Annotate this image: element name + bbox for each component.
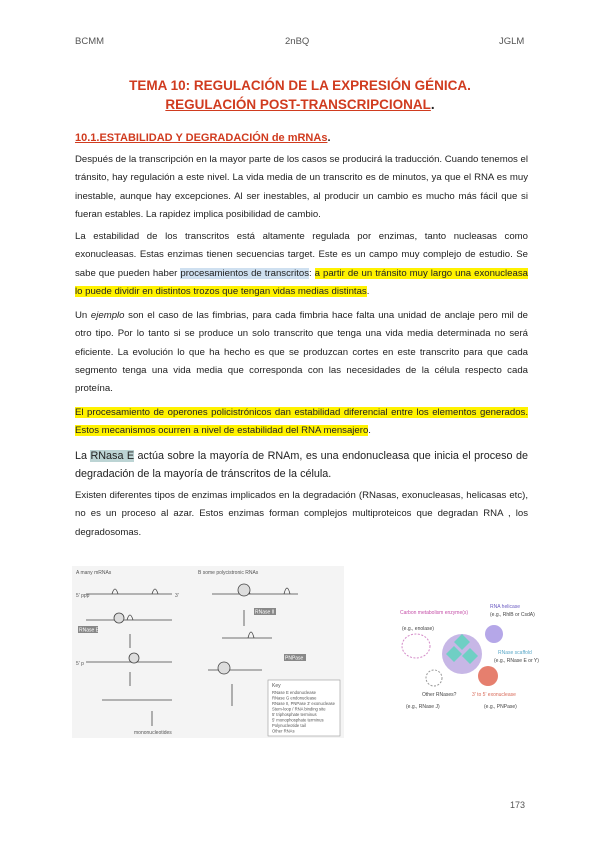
- five-p-label: 5' p: [76, 661, 84, 667]
- enzyme-label: Carbon metabolism enzyme(s): [400, 610, 469, 616]
- p3-emphasis: ejemplo: [90, 310, 125, 321]
- section-heading-text: 10.1.ESTABILIDAD Y DEGRADACIÓN de mRNAs: [75, 132, 328, 144]
- exonuclease-label: 3' to 5' exonuclease: [472, 692, 516, 698]
- enolase-outline: [402, 634, 430, 658]
- paragraph-2: [75, 228, 528, 301]
- header-right: JGLM: [499, 36, 525, 47]
- page-number: 173: [510, 800, 526, 810]
- p2-highlight-blue: procesamientos de transcritos: [180, 267, 309, 279]
- p5-highlight: RNasa E: [90, 450, 135, 462]
- subtitle-end: .: [430, 97, 435, 112]
- key-item: Polynucleotide tail: [272, 723, 306, 728]
- p4-highlight: El procesamiento de operones policistrónicos dan estabilidad diferencial entre los elementos generados. Estos mecanismos ocurren a nivel de estabilidad del RNA mensajero: [75, 407, 528, 437]
- scaffold-label: RNase scaffold: [498, 650, 532, 656]
- enzyme-example: (e.g., enolase): [402, 626, 434, 632]
- p4-end: .: [368, 425, 371, 437]
- other-rnases-example: (e.g., RNase J): [406, 704, 440, 710]
- p3-c: son el caso de las fimbrias, para cada fimbria hace falta una unidad de anclaje pero mil de otro tipo. Por lo tanto si se produce un solo transcrito que tenga una vida media determinada no será eficiente. La evolución lo que ha hecho es que se produzcan cortes en este transcrito para que cada segmento tenga una vida media que corresponda con las necesidades de la célula respecto cada proteína.: [75, 310, 529, 395]
- p5-a: La: [75, 450, 91, 462]
- paragraph-5: [75, 447, 528, 484]
- degradosome-figure: [398, 596, 539, 716]
- page-subtitle: [0, 97, 600, 112]
- key-item: 5' triphosphate terminus: [272, 712, 317, 717]
- paragraph-6: Existen diferentes tipos de enzimas implicados en la degradación (RNasas, exonucleasas, helicasas etc), no es un proceso al azar. Estos enzimas forman complejos multiproteicos que degradan RNA , los degradosomas.: [75, 490, 528, 538]
- p5-c: actúa sobre la mayoría de RNAm, es una endonucleasa que inicia el proceso de degradación de la mayoría de tránscritos de la célula.: [75, 450, 528, 481]
- panel-b-label: B some polycistronic RNAs: [198, 570, 259, 576]
- other-rnases-outline: [426, 670, 442, 686]
- rnase-e-label-a: RNase E: [79, 627, 100, 634]
- key-item: Stem-loop / RNA binding site: [272, 706, 326, 712]
- section-heading-end: .: [327, 132, 331, 144]
- key-title: Key: [272, 683, 281, 689]
- key-item: RNase II, PNPase 3' exonuclease: [272, 701, 335, 706]
- section-heading: [75, 132, 331, 144]
- other-rnases-label: Other RNases?: [422, 692, 457, 698]
- scaffold-example: (e.g., RNase E or Y): [494, 658, 539, 664]
- helicase-label: RNA helicase: [490, 604, 521, 610]
- page-title: TEMA 10: REGULACIÓN DE LA EXPRESIÓN GÉNICA.: [129, 78, 471, 93]
- pnpase-label: PNPase: [285, 655, 304, 662]
- three-prime-label: 3': [175, 593, 179, 599]
- p2-e: .: [366, 285, 370, 297]
- mononucleotides-label: mononucleotides: [134, 730, 172, 736]
- rna-degradation-figure: [72, 566, 344, 738]
- pnpase-shape: [478, 666, 498, 686]
- rna-helicase-shape: [485, 625, 503, 643]
- p2-a: La estabilidad de los transcritos está altamente regulada por enzimas, tanto nucleasas como exonucleasas. Estas enzimas tienen secuencias target. Este es un campo muy complejo de estudio. Se sabe que pueden haber: [75, 231, 528, 279]
- key-item: 5' monophosphate terminus: [272, 717, 324, 723]
- p3-a: Un: [75, 310, 91, 321]
- panel-a-label: A many mRNAs: [76, 570, 112, 576]
- key-item: RNase E endonuclease: [272, 690, 316, 695]
- five-ppp-label: 5' ppp: [76, 593, 90, 599]
- exonuclease-example: (e.g., PNPase): [484, 704, 517, 710]
- paragraph-1: Después de la transcripción en la mayor parte de los casos se producirá la traducción. Cuando tenemos el tránsito, hay regulación a este nivel. La vida media de un transcrito es de minutos, ya que el RNA es muy inestable, aunque hay excepciones. Al ser inestables, al producir un cambio es mucho más fácil que si fueran estables. La rapidez implica posibilidad de cambio.: [75, 154, 528, 220]
- helicase-example: (e.g., RhlB or CsdA): [490, 612, 535, 618]
- header-center: 2nBQ: [285, 36, 310, 47]
- p2-highlight-yellow: a partir de un tránsito muy largo una exonucleasa lo puede dividir en distintos trozos que tengan vidas medias distintas: [75, 267, 528, 297]
- paragraph-3: [75, 307, 528, 398]
- rnase-ii-label: RNase II: [255, 609, 275, 616]
- subtitle-text: REGULACIÓN POST-TRANSCRIPCIONAL: [165, 97, 431, 112]
- key-item: Other RNAs: [272, 728, 295, 734]
- key-item: RNase G endonuclease: [272, 695, 317, 701]
- paragraph-4: [75, 404, 528, 441]
- header-left: BCMM: [75, 36, 105, 47]
- p2-c: :: [309, 267, 315, 279]
